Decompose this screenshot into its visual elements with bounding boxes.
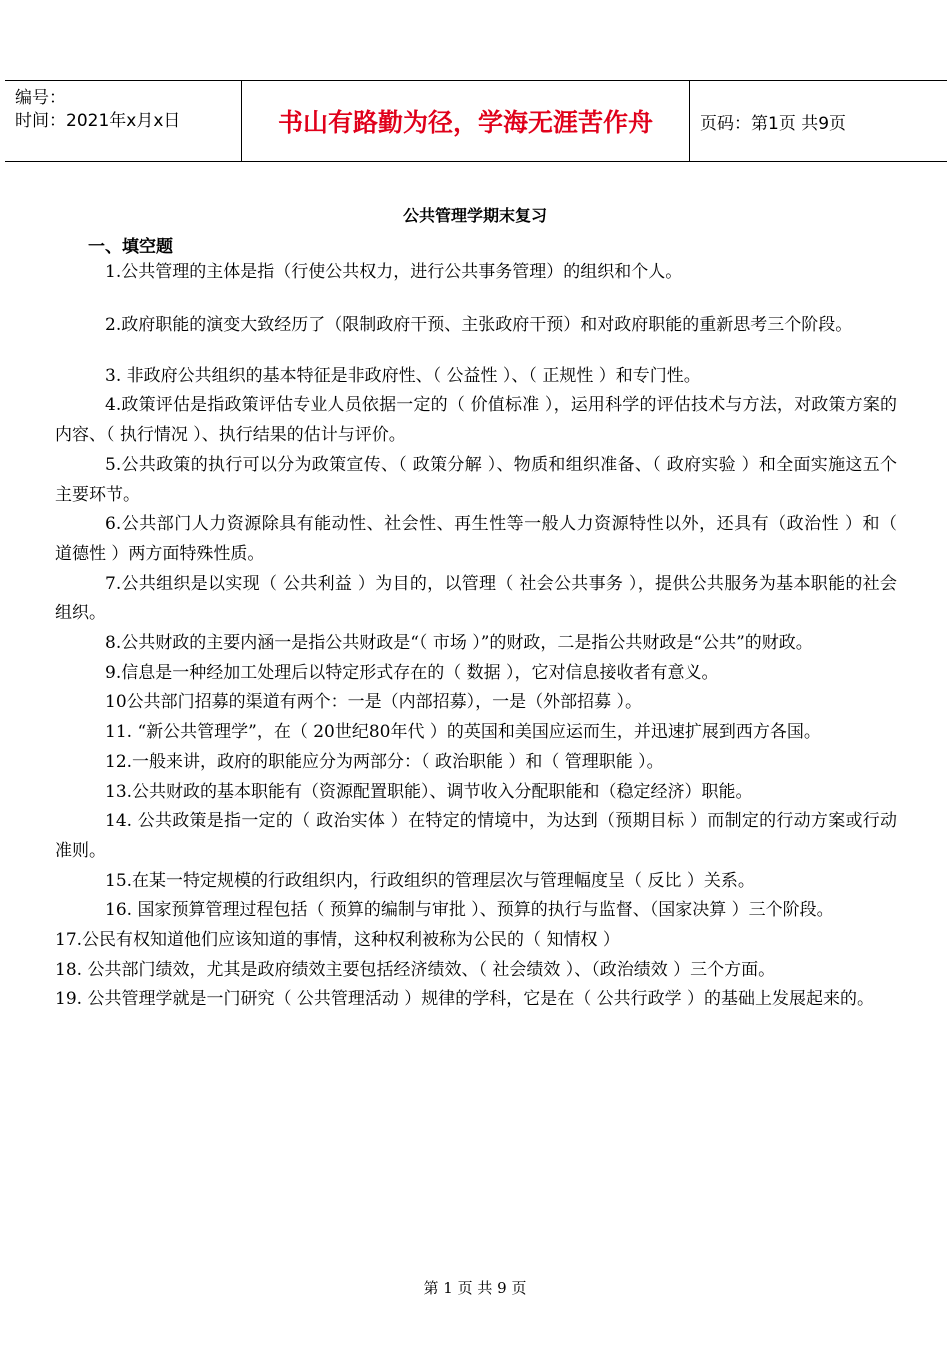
document-header (5, 80, 947, 162)
header-page-info: 页码：第1页 共9页 (700, 113, 847, 134)
question-item: 5.公共政策的执行可以分为政策宣传、（ 政策分解 ）、物质和组织准备、（ 政府实验 ）和全面实施这五个主要环节。 (55, 454, 897, 505)
document-time-label: 时间：2021年x月x日 (15, 111, 181, 131)
question-item: 12.一般来讲，政府的职能应分为两部分：（ 政治职能 ）和（ 管理职能 ）。 (105, 751, 664, 772)
question-item: 18. 公共部门绩效，尤其是政府绩效主要包括经济绩效、（ 社会绩效 ）、（政治绩效 ）三个方面。 (55, 959, 776, 980)
question-item: 2.政府职能的演变大致经历了（限制政府干预、主张政府干预）和对政府职能的重新思考三个阶段。 (105, 314, 853, 335)
document-title: 公共管理学期末复习 (402, 206, 547, 225)
header-motto: 书山有路勤为径，学海无涯苦作舟 (242, 81, 690, 161)
question-item: 7.公共组织是以实现（ 公共利益 ）为目的，以管理（ 社会公共事务 ），提供公共服务为基本职能的社会组织。 (55, 573, 897, 624)
question-list (55, 258, 897, 1015)
question-item: 14. 公共政策是指一定的（ 政治实体 ）在特定的情境中，为达到（预期目标 ）而制定的行动方案或行动准则。 (55, 811, 897, 861)
document-number-label: 编号： (15, 88, 66, 108)
question-item: 1.公共管理的主体是指（行使公共权力，进行公共事务管理）的组织和个人。 (105, 262, 683, 282)
header-meta (5, 81, 242, 161)
question-item: 9.信息是一种经加工处理后以特定形式存在的（ 数据 ），它对信息接收者有意义。 (105, 662, 719, 683)
question-item: 17.公民有权知道他们应该知道的事情，这种权利被称为公民的（ 知情权 ） (55, 930, 620, 951)
question-item: 13.公共财政的基本职能有（资源配置职能）、调节收入分配职能和（稳定经济）职能。 (105, 781, 753, 802)
question-item: 11. “新公共管理学”，在（ 20世纪80年代 ）的英国和美国应运而生，并迅速扩展到西方各国。 (105, 722, 821, 743)
question-item: 10公共部门招募的渠道有两个：一是（内部招募），一是（外部招募 ）。 (105, 692, 643, 713)
question-item: 16. 国家预算管理过程包括（ 预算的编制与审批 ）、预算的执行与监督、（国家决算 ）三个阶段。 (105, 900, 834, 921)
question-item: 15.在某一特定规模的行政组织内，行政组织的管理层次与管理幅度呈（ 反比 ）关系。 (105, 870, 755, 891)
page-footer: 第 1 页 共 9 页 (423, 1279, 527, 1297)
question-item: 4.政策评估是指政策评估专业人员依据一定的（ 价值标准 ），运用科学的评估技术与方法，对政策方案的内容、（ 执行情况 ）、执行结果的估计与评价。 (55, 395, 897, 446)
question-item: 8.公共财政的主要内涵一是指公共财政是“（ 市场 ）”的财政，二是指公共财政是“公共”的财政。 (105, 633, 813, 654)
section-heading: 一、填空题 (88, 237, 173, 257)
question-item: 19. 公共管理学就是一门研究（ 公共管理活动 ）规律的学科，它是在（ 公共行政学 ）的基础上发展起来的。 (55, 989, 875, 1010)
question-item: 3. 非政府公共组织的基本特征是非政府性、（ 公益性 ）、（ 正规性 ）和专门性。 (105, 365, 701, 386)
question-item: 6.公共部门人力资源除具有能动性、社会性、再生性等一般人力资源特性以外，还具有（政治性 ）和（ 道德性 ）两方面特殊性质。 (55, 514, 897, 564)
